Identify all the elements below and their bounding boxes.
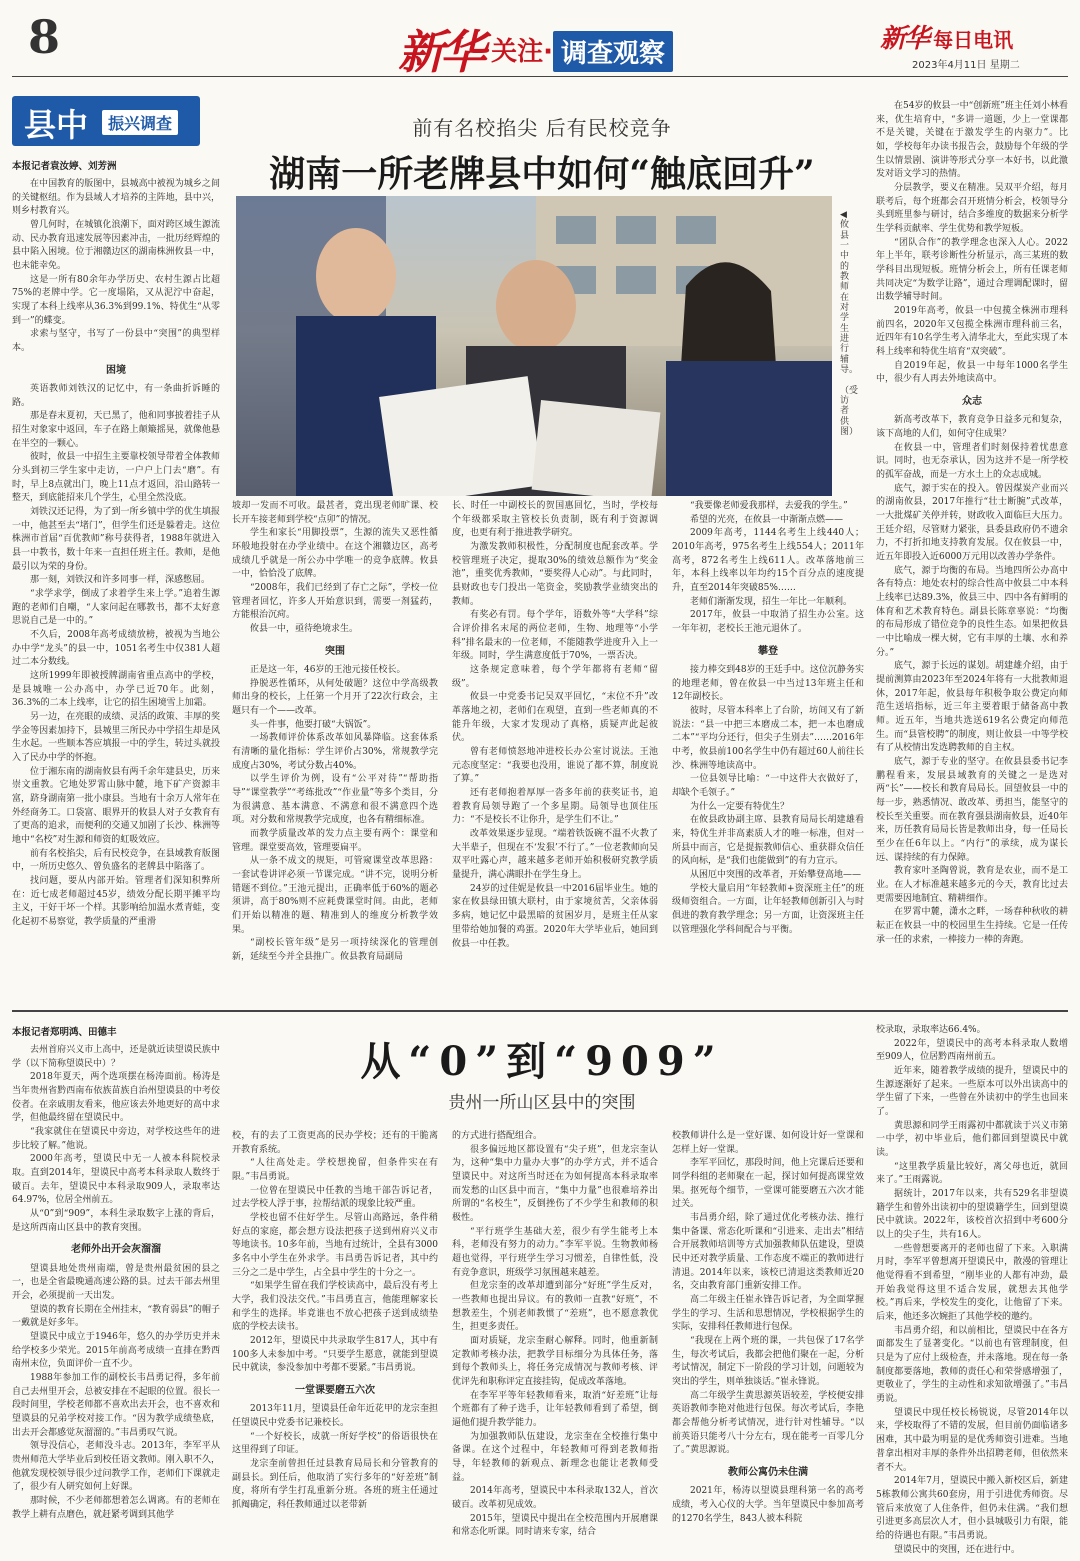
paragraph: 在罗霄中麓，潇水之畔，一场春种秋收的耕耘正在攸县一中的校园里生生持续。它是一任传承一任的求索，一棒接力一棒的奔跑。	[876, 907, 1068, 945]
paper-title: 每日电讯	[933, 28, 1014, 52]
paragraph: 从“0”到“909”，本科生录取数字上涨的背后，是这所西南山区县中的教育突围。	[12, 1209, 220, 1233]
tutoring-scene-illustration	[236, 196, 832, 496]
subheading: 突围	[325, 645, 345, 657]
page-number: 8	[28, 10, 61, 64]
paragraph: 曾有老师愤怒地冲进校长办公室讨说法。王池元态度坚定：“我要也没用，谁说了都不算，制度说了算。”	[452, 747, 658, 785]
paragraph: “我家就住在望谟民中旁边，对学校这些年的进步比较了解。”他说。	[12, 1127, 220, 1151]
paragraph: 望谟民中的突围，还在进行中。	[894, 1544, 1021, 1554]
paragraph: 新高考改革下，教育竞争日益多元和复杂，该下高地的人们，如何守住成果？	[876, 415, 1068, 439]
article2-subheadline: 贵州一所山区县中的突围	[448, 1093, 636, 1113]
paragraph: 在54岁的攸县一中“创新班”班主任刘小林看来，优生培育中，“多讲一道题，少上一堂课都不是关键，关键在于激发学生的内驱力”。比如，学校每年办读书报告会，鼓励每个年级的学生以情景剧、演讲等形式分享一本好书，以此激发对语文学习的热情。	[876, 101, 1068, 180]
paragraph: 从一条不成文的规矩，可管窥课堂改革思路：一套试卷讲评必须一节课完成。“讲不完，说明分析错题不到位。”王池元提出，正确率低于60%的题必须讲，高于80%则不应耗费课堂时间。由此，老师们开始以精准的题、精准到人的维度分析教学效果。	[232, 856, 438, 935]
paragraph: 在攸县一中，管理者们时刻保持着忧患意识。同时，也无奈承认，因为这并不是一所学校的孤军奋战，而是一方水土上的众志成城。	[876, 442, 1068, 480]
paragraph: 学校也留不住好学生。尽管山高路远，条件稍好点的家庭，都会想方设法把孩子送到州府兴义市等地读书。10多年前，当地有过统计，全县有3000多名中小学生在外求学。韦昌勇告诉记者，其中约三分之二是中学生，占全县中学生的十分之一。	[232, 1213, 438, 1278]
paragraph: 头一件事，他要打破“大锅饭”。	[250, 719, 377, 730]
paragraph: 2014年7月，望谟民中搬入新校区后，新建5栋教师公寓共60套房，用于引进优秀师资。尽管后来放宽了人住条件，但仍未住满。“我们想引进更多高层次人才，但小县城吸引力有限，能给的待遇也有限。”韦昌勇说。	[876, 1476, 1068, 1541]
paragraph: 英语教师刘铁汉的记忆中，有一条曲折诉睡的路。	[12, 383, 220, 408]
paragraph: 去州首府兴义市上高中，还是就近读望谟民族中学（以下简称望谟民中）？	[12, 1045, 220, 1069]
paragraph: “平行班学生基础大差，很少有学生能考上本科，老师没有努力的动力。”李军平说。生物教师杨超也觉得，平行班学生学习习惯差，自律性低，没有竞争意识，班级学习氛围越来越差。	[452, 1226, 658, 1278]
header-rule	[12, 76, 1068, 77]
paragraph: 以学生评价为例，设有“公平对待”“帮助指导”“课堂教学”“考练批改”“作业量”等多个类目，分为很满意、基本满意、不满意和很不满意四个选项。对分数和常规教学完成度，也各有精细标准。	[232, 774, 438, 826]
article1-headline: 湖南一所老牌县中如何“触底回升”	[269, 153, 815, 195]
article-divider	[12, 1010, 1068, 1012]
paragraph: 为加强教师队伍建设，龙宗奎在全校推行集中备课。在这个过程中，年轻教师可得到老教师指导，年轻教师的新观点、新理念也能让老教师受益。	[452, 1431, 658, 1483]
paragraph: 有奖必有罚。每个学年，语数外等“大学科”综合评价排名末尾的两位老师，生物、地理等“小学科”排名最末的一位老师，不能随教学进度升入上一年级。同时，学生满意度低于70%，一票否决。	[452, 610, 658, 662]
paragraph: “团队合作”的教学理念也深入人心。2022年上半年，联考诊断性分析显示，高三某班的数学科目出现短板。班情分析会上，所有任课老师共同决定“为数学让路”，通过合理调配课时，留出数学辅导时间。	[876, 237, 1068, 303]
paragraph: 2014年高考，望谟民中本科录取132人，首次破百。改革初见成效。	[452, 1486, 658, 1511]
section-dot: ·	[543, 37, 553, 67]
caption-text: ◀攸县一中的教师在对学生进行辅导。	[840, 210, 859, 376]
paper-name	[880, 18, 1013, 55]
paragraph: 高二年级学生黄思源英语较差，学校便安排英语教师李艳对他进行包保。每次考试后，李艳都会帮他分析考试情况，进行针对性辅导。“以前英语只能考八十分左右，现在能考一百零几分了。”黄思源说。	[672, 1390, 864, 1456]
paragraph: “我现在上两个班的课，一共包保了17名学生，每次考试后，我都会把他们聚在一起，分析考试情况，制定下一阶段的学习计划，问题较为突出的学生，则单独谈话。”崔永锋说。	[672, 1336, 864, 1388]
article2-headline: 从“0”到“909”	[360, 1038, 724, 1085]
paragraph: 前有名校掐尖，后有民校竞争，在县域教育版图中，一所历史悠久、曾负盛名的老牌县中陷落了。	[12, 848, 220, 873]
paragraph: 2015年，望谟民中提出在全校范围内开展磨课和常态化听课。同时请来专家，结合	[452, 1513, 658, 1538]
article2-column-3	[452, 1130, 658, 1554]
paragraph: 还有老师抱着厚厚一沓多年前的获奖证书，追着教育局领导跑了一个多星期。局领导也顶住压力：“不是校长不让你升，是学生们不让。”	[452, 788, 658, 826]
subheading: 攀登	[758, 645, 778, 657]
paragraph: 底气，源于长远的谋划。胡建雄介绍，由于提前测算由2023年至2024年将有一大批教师退休，2017年起，攸县每年积极争取公费定向师范生送培指标，近三年主要着眼于储备高中教师。近五年，当地共选送619名公费定向师范生。而“县管校聘”的制度，则让攸县一中等学校有了从校情出发选聘教师的自主权。	[876, 661, 1068, 754]
paragraph: 黄思源和同学王雨露初中都就读于兴义市第一中学，初中毕业后，他们都回到望谟民中就读。	[876, 1120, 1068, 1159]
article2-byline: 本报记者郑明鸿、田德丰	[12, 1027, 117, 1038]
article1-column-4	[672, 500, 864, 978]
paragraph: 攸县一中，亟待绝境求生。	[250, 624, 359, 635]
paragraph: 一位县领导比喻：“一中这件大衣做好了，却缺个毛领子。”	[672, 774, 864, 798]
paragraph: 2022年，望谟民中的高考本科录取人数增至909人，位居黔西南州前五。	[876, 1038, 1068, 1063]
article1-column-1	[12, 178, 220, 978]
paragraph: 2012年，望谟民中共录取学生817人，其中有100多人未参加中考。“只要学生愿意，就能到望谟民中就读，参没参加中考都不要紧。”韦昌勇说。	[232, 1336, 438, 1374]
paragraph: 据统计，2017年以来，共有529名非望谟籍学生和曾外出读初中的望谟籍学生，回到望谟民中就读。2022年，该校首次招到中考600分以上的尖子生，共有16人。	[876, 1189, 1068, 1241]
paragraph: “如果学生留在我们学校读高中，最后没有考上大学，我们没法交代。”韦昌勇直言，他能理解家长和学生的选择。毕竟谁也不放心把孩子送到成绩垫底的学校去读书。	[232, 1281, 438, 1333]
paragraph: 近年来，随着教学成绩的提升，望谟民中的生源逐渐好了起来。一些原本可以外出读高中的学生留了下来，一些曾在外读初中的学生也回来了。	[876, 1066, 1068, 1118]
paragraph: 一场教师评价体系改革如风暴降临。这套体系有清晰的量化指标：学生评价占30%，常规教学完成度占30%，考试分数占40%。	[232, 733, 438, 771]
article1-photo-caption	[840, 210, 859, 437]
article2-column-1	[12, 1044, 220, 1554]
paragraph: 长、时任一中副校长的贺国惠回忆，当时，学校每个年级都采取主管校长负责制，既有利于资源调度，也更有利于推进教学研究。	[452, 501, 658, 539]
paragraph: 为什么一定要有特优生？	[690, 801, 790, 812]
paragraph: 学校大量启用“年轻教师+资深班主任”的班级师资组合。一方面，让年轻教师创新引入与时俱进的教育教学理念；另一方面，让资深班主任以管理强化学科间配合与平衡。	[672, 883, 864, 935]
paragraph: 这是一所有80余年办学历史、农村生源占比超75%的老牌中学。它一度塌陷，又从泥泞中奋起，实现了本科上线率从36.3%到99.1%、特优生“从零到一”的蝶变。	[12, 274, 220, 326]
paragraph: 底气，源于均衡的布局。当地四所公办高中各有特点：地处农村的综合性高中攸县二中本科上线率已达89.3%，攸县三中、四中各有鲜明的体育和艺术教育特色。副县长陈章辜说：“均衡的布局形成了错位竞争的良性生态。如果把攸县一中比喻成一棵大树，它有丰厚的土壤、水和养分。”	[876, 565, 1068, 658]
issue-date: 2023年4月11日 星期二	[912, 60, 1020, 71]
paragraph: 2017年，攸县一中取消了招生办公室。这一年年初，老校长王池元退休了。	[672, 610, 864, 635]
subheading: 众志	[962, 396, 982, 408]
paragraph: 找问题，要从内部开始。管理者们深知积弊所在：近七成老师超过45岁，绩效分配长期平摊平均主义，干好干坏一个样。其影响给加温水煮青蛙，变化起初不易察觉，教学质量的严重滑	[12, 876, 220, 928]
paragraph: “我要像老师爱我那样，去爱我的学生。”	[690, 501, 848, 511]
paragraph: 那一刻，刘铁汉和许多同事一样，深感憋屈。	[30, 575, 211, 586]
section-title-a: 关注	[491, 37, 544, 67]
paragraph: 这所1999年即被授牌湖南省重点高中的学校，是县城唯一公办高中，办学已近70年。此刻，36.3%的二本上线率，让它的招生困境雪上加霜。	[12, 671, 220, 709]
subheading: 教师公寓仍未住满	[728, 1467, 808, 1479]
caption-credit: （受访者供图）	[840, 385, 859, 437]
paragraph: 正是这一年，46岁的王池元接任校长。	[250, 664, 406, 675]
article1-column-3	[452, 500, 658, 978]
paragraph: 面对质疑，龙宗奎耐心解释。同时，他重新制定教师考核办法，把教学目标细分为具体任务，落到每个教师头上，将任务完成情况与教师考核、评优评先和职称评定直接挂钩，促成改革落地。	[452, 1336, 658, 1388]
paragraph: 校教师讲什么是一堂好课、如何设计好一堂课和怎样上好一堂课。	[672, 1131, 864, 1155]
paragraph: 从困厄中突围的改革者，开始攀登高地——	[690, 869, 862, 880]
paragraph: 很多偏远地区都设置有“尖子班”，但龙宗奎认为，这种“集中力量办大事”的办学方式，并不适合望谟民中。对这所当时还在为如何提高本科录取率而发愁的山区县中而言，“集中力量”也很难培养出所谓的“名校生”，反倒挫伤了不少学生和教师的积极性。	[452, 1144, 658, 1224]
paragraph: 接力棒交到48岁的王廷手中。这位沉静务实的地理老师，曾在攸县一中当过13年班主任和12年副校长。	[672, 664, 864, 703]
paragraph: “求学求学，倒成了求着学生来上学。”追着生源跑的老师们自嘲，“人家问起在哪教书，都不太好意思说自己是一中的。”	[12, 589, 220, 627]
paragraph: 韦昌勇介绍，除了通过优化考核办法、推行集中备课、常态化听课和“引进来、走出去”相结合开展教师培训等方式加强教师队伍建设，望谟民中还对教学质量、工作态度不端正的教师进行清退。2014年以来，该校已清退这类教师近20名，交由教育部门重新安排工作。	[672, 1213, 864, 1292]
paragraph: 为激发教师积极性，分配制度也配套改革。学校管理班子决定，提取30%的绩效总额作为“奖金池”，重奖优秀教师，“要奖得人心动”。与此同时，县财政也专门投出一笔资金，奖励教学业绩突出的教师。	[452, 542, 658, 607]
paragraph: “副校长管年级”是另一项持续深化的管理创新，延续至今并全县推广。攸县教育局副局	[232, 938, 438, 963]
article1-kicker: 前有名校掐尖 后有民校竞争	[412, 116, 672, 140]
paragraph: 的方式进行搭配组合。	[452, 1131, 543, 1141]
paragraph: 分层教学，要义在精准。吴双平介绍，每月联考后，每个班都会召开班情分析会，校领导分头到班里参与研讨，结合多维度的数据来分析学生学科贡献率、学生优势和教学短板。	[876, 183, 1068, 235]
paper-calligraphy: 新华	[880, 24, 929, 54]
paragraph: 在李军平等年轻教师看来，取消“好差班”让每个班都有了种子选手，让年轻教师看到了希望，倒逼他们提升教学能力。	[452, 1390, 658, 1429]
paragraph: 望谟县地处贵州南端，曾是贵州最贫困的县之一，也是全省最晚通高速公路的县。过去干部去州里开会，必须提前一天出发。	[12, 1263, 220, 1301]
paragraph: 望谟民中现任校长杨锐说，尽管2014年以来，学校取得了不错的发展，但目前仍面临诸多困难，其中最为明显的是优秀师资引进难。当地普拿出相对丰厚的条件外出招聘老师，但依然来者不大。	[876, 1407, 1068, 1473]
paragraph: 那是春末夏初，天已黑了，他和同事披着挂子从招生对象家中返回，车子在路上颠簸摇晃，就像他悬在半空的一颗心。	[12, 411, 220, 449]
paragraph: 2009年高考，1144名考生上线440人；2010年高考，975名考生上线554人；2011年高考，872名考生上线611人。改革落地前三年，本科上线率以年均约15个百分点的速度提升，直至2014年突破85%……	[672, 528, 864, 594]
paragraph: 坡却一发而不可收。最甚者，竟出现老师旷课、校长开车接老师到学校“点卯”的情况。	[232, 501, 438, 525]
paragraph: 老师们渐渐发现，招生一年比一年顺利。	[690, 596, 853, 607]
paragraph: 2019年高考，攸县一中包揽全株洲市理科前四名，2020年又包揽全株洲市理科前三名，近四年有10名学生考入清华北大，至此实现了本科上线率和特优生培育“双突破”。	[876, 306, 1068, 358]
masthead-brand	[398, 16, 673, 79]
subheading: 困境	[106, 364, 126, 376]
paragraph: 希望的光亮，在攸县一中渐渐点燃——	[690, 514, 844, 525]
paragraph: 学生和家长“用脚投票”，生源的流失又恶性循环般地投射在办学业绩中。在这个湘赣边区，高考成绩几乎就是一所公办中学唯一的竞争底牌。攸县一中，恰恰没了底牌。	[232, 528, 438, 580]
paragraph: 一些曾想要离开的老师也留了下来。入职满月时，李军平曾想离开望谟民中，散漫的管理让他觉得看不到希望，“刚毕业的人都有冲劲，最开始我觉得这里不适合发展，就想去其他学校。”再后来，学校发生的变化，让他留了下来。后来，他还多次婉拒了其他学校的邀约。	[876, 1243, 1068, 1323]
paragraph: 24岁的过佳妮是攸县一中2016届毕业生。她的家在攸县绿田镇大联村，由于家境贫苦，父亲体弱多病，她记忆中最黑暗的贫困岁月，是班主任从家里带给她加餐的鸡蛋。2020年大学毕业后，她回到攸县一中任教。	[452, 883, 658, 949]
paragraph: 在攸县政协副主席、县教育局局长胡建雄看来，特优生并非高素质人才的唯一标准，但对一所县中而言，它是提振教师信心、重获群众信任的风向标，是“我们也能做到”的有力宣示。	[672, 815, 864, 867]
paragraph: 一位曾在望谟民中任教的当地干部告诉记者，过去学校人浮于事，拉帮结派的现象比较严重。	[232, 1185, 438, 1210]
paragraph: 这条规定意味着，每个学年都将有老师“留级”。	[452, 665, 658, 689]
paragraph: 2018年夏天，两个选项摆在杨涛面前。杨涛是当年贵州省黔西南布依族苗族自治州望谟县的中考佼佼者。在亲戚朋友看来，他应该去外地更好的高中求学，但他最终留在望谟民中。	[12, 1072, 220, 1124]
paragraph: 校，有的去了工资更高的民办学校；还有的干脆离开教育系统。	[232, 1131, 438, 1155]
paragraph: 望谟的教育长期在全州挂末，“教育弱县”的帽子一戴就是好多年。	[12, 1304, 220, 1329]
paragraph: 改革效果逐步显现。“端着铁饭碗不温不火教了大半辈子，但现在不‘发狠’不行了。”一位老教师向吴双平吐露心声，越来越多老师开始积极研究教学质量提升，满心满眼扑在学生身上。	[452, 829, 658, 881]
paragraph: 位于湘东南的湖南攸县有两千余年建县史，历来崇文重教。它地处罗霄山脉中麓，地下矿产资源丰富，跻身湖南第一批小康县。当地有十余万人常年在外经商务工。口袋富、眼界开的攸县人对子女教育有了更高的追求，而便利的交通又加剧了长沙、株洲等地中“名校”对生源和师资的虹吸效应。	[12, 766, 220, 846]
paragraph: 攸县一中党委书记吴双平回忆，“末位不升”改革落地之初，老师们在观望，直到一些老师真的不能升年级，大家才发现动了真格，质疑声此起彼伏。	[452, 692, 658, 744]
article2-column-4	[672, 1130, 864, 1554]
paragraph: 2013年11月，望谟县任命年近花甲的龙宗奎担任望谟民中党委书记兼校长。	[232, 1404, 438, 1428]
paragraph: 在中国教育的版图中，县城高中被视为城乡之间的关键枢纽。作为县域人才培养的主阵地，县中兴，则乡村教育兴。	[12, 179, 220, 217]
paragraph: 而教学质量改革的发力点主要有两个：课堂和管理。课堂要高效，管理要扁平。	[232, 828, 438, 853]
paragraph: 彼时，攸县一中招生主要靠校领导带着全体教师分头到初三学生家中走访，一户户上门去“磨”。有时，早上8点就出门，晚上11点才返回，沿山路转一整天，到底能招来几个学生，心里全然没底。	[12, 452, 220, 504]
paragraph: 不久后，2008年高考成绩放榜，被视为当地公办中学“龙头”的县一中，1051名考生中仅381人超过二本分数线。	[12, 630, 220, 668]
paragraph: 2000年高考，望谟民中无一人被本科院校录取。直到2014年，望谟民中高考本科录取人数终于破百。去年，望谟民中本科录取909人，录取率达64.97%，位居全州前五。	[12, 1154, 220, 1206]
paragraph: “人往高处走。学校想挽留，但条件实在有限。”韦昌勇说。	[232, 1158, 438, 1183]
paragraph: 刘铁汉还记得，为了到一所乡镇中学的优生填报一中，他甚至去“堵门”，但学生们还是躲着走。这位株洲市首届“百优教师”称号获得者，1988年就进入县一中教书，数十年来一直担任班主任。教师，是他最引以为荣的身份。	[12, 506, 220, 572]
paragraph: 求索与坚守，书写了一份县中“突围”的典型样本。	[12, 329, 220, 354]
brand-calligraphy: 新华	[398, 25, 482, 79]
article2-column-5	[876, 1024, 1068, 1554]
paragraph: 底气，源于专业的坚守。在攸县县委书记李鹏程看来，发展县域教育的关键之一是选对两“长”——校长和教育局局长。回望攸县一中的每一步，熟悉情况、敢改革、勇担当，能坚守的校长至关重要。而在教育强县湖南攸县，近40年来，历任教育局局长皆是教师出身，每一任局长至少在任6年以上。“内行”的承续，成为谋长远、谋持续的有力保障。	[876, 757, 1068, 863]
article1-column-2	[232, 500, 438, 978]
paragraph: 龙宗奎前曾担任过县教育局局长和分管教育的副县长。到任后，他取消了实行多年的“好差班”制度，将所有学生打乱重新分班。各班的班主任通过抓阄确定，科任教师通过以老带新	[232, 1458, 438, 1510]
paragraph: 李军平回忆，那段时间，他上完课后还要和同学科组的老师聚在一起，探讨如何提高课堂效果。抠死每个细节，一堂课可能要磨五六次才能过关。	[672, 1158, 864, 1210]
paragraph: 底气，源于实在的投入。曾因煤炭产业而兴的湖南攸县，2017年推行“壮士断腕”式改革，一大批煤矿关停并转，财政收入面临巨大压力。王廷介绍，尽管财力紧张，县委县政府仍不遗余力，不打折扣地支持教育发展。仅在攸县一中，近五年即投入近6000万元用以改善办学条件。	[876, 483, 1068, 563]
paragraph: “这里教学质量比较好，离父母也近，就回来了。”王雨露说。	[876, 1161, 1068, 1186]
paragraph: 彼时，尽管本科率上了台阶，坊间又有了新说法：“县一中把三本磨成二本，把一本也磨成二本”“平均分还行，但尖子生别去”……2016年中考，攸县前100名学生中仍有超过60人前往长沙、株洲等地读高中。	[672, 705, 864, 771]
paragraph: 教育家叶圣陶曾说，教育是农业，而不是工业。在人才标准越来越多元的今天，教育比过去更需要因地制宜、精耕细作。	[876, 866, 1068, 904]
article1-column-5	[876, 100, 1068, 978]
paragraph: 但龙宗奎的改革却遭到部分“好班”学生反对，一些教师也提出异议。有的教师一直教“好班”，不想教差生，个别老师教惯了“差班”，也不愿意教优生，担更多责任。	[452, 1281, 658, 1333]
paragraph: 1988年参加工作的副校长韦昌勇记得，多年前自己去州里开会，总被安排在不起眼的位置。很长一段时间里，学校老师都不喜欢出去开会，也不喜欢和望谟县的兄弟学校对接工作。“因为教学成绩垫底，出去开会都感觉灰溜溜的。”韦昌勇叹气说。	[12, 1372, 220, 1438]
series-badge	[12, 96, 200, 146]
paragraph: “2008年，我们已经到了存亡之际”，学校一位管理者回忆，许多人开始意识到，需要一剂猛药，方能根治沉疴。	[232, 583, 438, 621]
paragraph: 曾几何时，在城镇化浪潮下，面对跨区域生源流动、民办教育迅速发展等因素冲击，一批历经辉煌的县中陷入困境。位于湘赣边区的湖南株洲攸县一中，也未能幸免。	[12, 220, 220, 272]
subheading: 老师外出开会灰溜溜	[71, 1244, 161, 1256]
article2-column-2	[232, 1130, 438, 1554]
paragraph: 校录取，录取率达66.4%。	[876, 1025, 986, 1035]
article1-photo	[236, 196, 832, 496]
section-title-b: 调查观察	[553, 31, 673, 72]
article1-byline: 本报记者袁汝婷、刘芳洲	[12, 161, 117, 172]
paragraph: 自2019年起，攸县一中每年1000名学生中，很少有人再去外地读高中。	[876, 360, 1068, 385]
badge-small-text: 振兴调查	[102, 110, 178, 135]
paragraph: 挣脱恶性循环，从何处破题？这位中学高级教师出身的校长，上任第一个月开了22次行政会，主题只有一个——改革。	[232, 678, 438, 716]
paragraph: 领导没信心，老师没斗志。2013年，李军平从贵州师范大学毕业后到校任语文教师。刚入职不久，他就发现校领导很少过问教学工作，老师们下课就走了，很少有人研究如何上好课。	[12, 1441, 220, 1493]
badge-big-text: 县中	[24, 106, 89, 144]
paragraph: 那时候，不少老师都想着怎么调离。有的老师在教学上耕有点磨色，就赶紧考调到其他学	[12, 1496, 220, 1520]
paragraph: 望谟民中成立于1946年，悠久的办学历史并未给学校多少荣光。2015年前高考成绩一直排在黔西南州末位，负面评价一直不少。	[12, 1331, 220, 1370]
paragraph: 2021年，杨涛以望谟县理科第一名的高考成绩，考入心仪的大学。当年望谟民中参加高考的1270名学生，843人被本科院	[672, 1486, 864, 1524]
paragraph: 韦昌勇介绍，和以前相比，望谟民中在各方面都发生了显著变化。“以前也有管理制度，但只是为了应付上级检查，并未落地。现在每一条制度都要落地，教师的责任心和荣誉感增强了，更敬业了，学生的主动性和求知欲增强了。”韦昌勇说。	[876, 1325, 1068, 1405]
paragraph: 另一边，在亮眼的成绩、灵活的政策、丰厚的奖学金等因素加持下，县城里三所民办中学招生却是风生水起。一些顺本答应填报一中的学生，转过头就投入了民办中学的怀抱。	[12, 712, 220, 764]
subheading: 一堂课要磨五六次	[295, 1385, 375, 1397]
paragraph: “一个好校长，成就一所好学校”的俗语很快在这里得到了印证。	[232, 1431, 438, 1456]
paragraph: 高二年级主任崔永锋告诉记者，为全面掌握学生的学习、生活和思想情况，学校根据学生的实际，安排科任教师进行包保。	[672, 1295, 864, 1333]
